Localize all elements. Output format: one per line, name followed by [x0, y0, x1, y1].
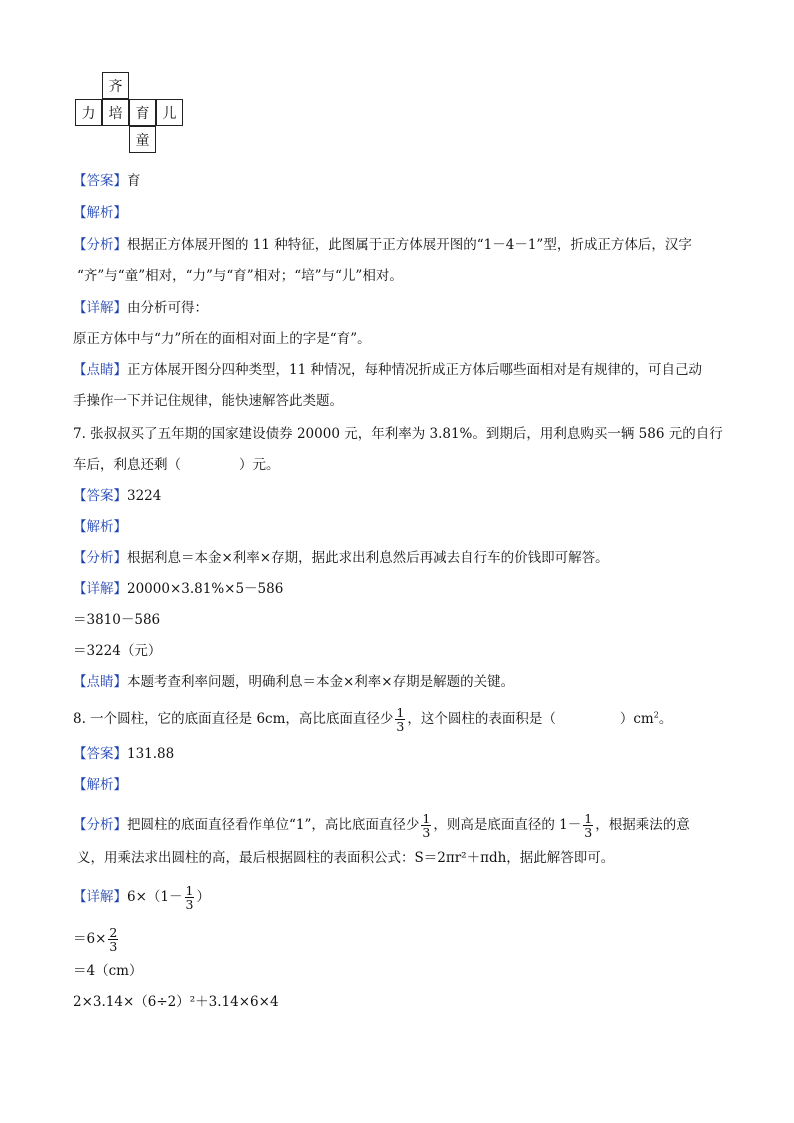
- fraction-denominator: 3: [396, 719, 405, 734]
- q8-analysis-1b: ，则高是底面直径的 1－: [433, 817, 582, 833]
- q8-analysis-fraction-1: [421, 812, 431, 839]
- q7-comment-line: [73, 673, 514, 691]
- q6-answer-line: [73, 172, 141, 190]
- analysis-label: 【分析】: [73, 237, 127, 253]
- fraction-numerator: 1: [185, 883, 194, 898]
- q7-answer-line: [73, 487, 161, 505]
- q7-detail-text-1: 20000×3.81%×5－586: [127, 581, 284, 597]
- fraction-numerator: 1: [584, 811, 593, 826]
- q8-stem-a: 8. 一个圆柱，它的底面直径是 6cm，高比底面直径少: [73, 711, 394, 727]
- fraction-denominator: 3: [109, 939, 118, 954]
- net-cell-top: 齐: [102, 72, 129, 99]
- q8-stem-c: ）cm: [619, 711, 654, 727]
- explain-label: 【解析】: [73, 205, 127, 221]
- q8-detail-1b: ）: [196, 889, 210, 905]
- fraction-denominator: 3: [422, 825, 431, 840]
- net-cell-4: 儿: [156, 99, 183, 126]
- q8-detail-2a: ＝6×: [73, 931, 107, 947]
- q7-detail-line-2: ＝3810－586: [73, 612, 161, 628]
- comment-label: 【点睛】: [73, 674, 127, 690]
- q7-stem-line-1: 7. 张叔叔买了五年期的国家建设债券 20000 元，年利率为 3.81%。到期后，用利息购买一辆 586 元的自行: [73, 426, 723, 442]
- q8-detail-1a: 6×（1－: [127, 889, 183, 905]
- q6-analysis-line-1: [73, 236, 692, 254]
- fraction-numerator: 1: [396, 705, 405, 720]
- q8-answer-line: [73, 745, 174, 763]
- q8-detail-fraction-1: [185, 884, 195, 911]
- q7-detail-line-1: [73, 580, 283, 598]
- q6-comment-line-1: [73, 361, 702, 379]
- q8-detail-line-2: [73, 926, 120, 953]
- q7-detail-line-3: ＝3224（元）: [73, 643, 162, 659]
- explain-label: 【解析】: [73, 519, 127, 535]
- fraction-denominator: 3: [185, 897, 194, 912]
- q8-analysis-fraction-2: [583, 812, 593, 839]
- detail-label: 【详解】: [73, 889, 127, 905]
- q8-stem-sup: 2: [653, 710, 659, 720]
- q6-detail-text-1: 由分析可得：: [127, 300, 208, 316]
- q6-detail-line-2: 原正方体中与“力”所在的面相对面上的字是“育”。: [73, 331, 371, 347]
- q8-analysis-line-2: 义，用乘法求出圆柱的高，最后根据圆柱的表面积公式：S＝2πr²＋πdh，据此解答即可。: [77, 850, 615, 866]
- net-cell-1: 力: [75, 99, 102, 126]
- q8-analysis-1c: ，根据乘法的意: [595, 817, 690, 833]
- detail-label: 【详解】: [73, 581, 127, 597]
- q8-detail-line-1: [73, 884, 210, 911]
- fraction-numerator: 1: [422, 811, 431, 826]
- q8-analysis-line-1: [73, 812, 690, 839]
- q6-detail-line-1: [73, 299, 208, 317]
- q8-answer: 131.88: [127, 746, 175, 762]
- answer-label: 【答案】: [73, 173, 127, 189]
- detail-label: 【详解】: [73, 300, 127, 316]
- q7-stem-2b: ）元。: [239, 457, 280, 473]
- q7-stem-line-2: [73, 456, 280, 474]
- net-cell-2: 培: [102, 99, 129, 126]
- q8-explain-line: [73, 776, 127, 794]
- q6-analysis-text-1: 根据正方体展开图的 11 种特征，此图属于正方体展开图的“1－4－1”型，折成正方体后，汉字: [127, 237, 692, 253]
- q6-explain-line: [73, 204, 127, 222]
- comment-label: 【点睛】: [73, 362, 127, 378]
- fraction-numerator: 2: [109, 925, 118, 940]
- net-cell-bottom: 童: [129, 126, 156, 153]
- analysis-label: 【分析】: [73, 550, 127, 566]
- explain-label: 【解析】: [73, 777, 127, 793]
- q8-detail-fraction-2: [108, 926, 118, 953]
- q8-detail-line-3: ＝4（cm）: [73, 963, 143, 979]
- q7-analysis-line: [73, 549, 609, 567]
- q8-stem-end: 。: [658, 711, 673, 727]
- fraction-denominator: 3: [584, 825, 593, 840]
- q6-answer: 育: [127, 173, 141, 189]
- q7-stem-2a: 车后，利息还剩（: [73, 457, 181, 473]
- q8-stem-b: ，这个圆柱的表面积是（: [407, 711, 556, 727]
- q7-analysis-text: 根据利息＝本金×利率×存期，据此求出利息然后再减去自行车的价钱即可解答。: [127, 550, 609, 566]
- q7-explain-line: [73, 518, 127, 536]
- q8-stem-fraction: [395, 706, 405, 733]
- answer-label: 【答案】: [73, 488, 127, 504]
- net-cell-3: 育: [129, 99, 156, 126]
- q8-detail-line-4: 2×3.14×（6÷2）²＋3.14×6×4: [73, 994, 279, 1010]
- analysis-label: 【分析】: [73, 817, 127, 833]
- q6-comment-line-2: 手操作一下并记住规律，能快速解答此类题。: [73, 393, 343, 409]
- q6-comment-text-1: 正方体展开图分四种类型，11 种情况，每种情况折成正方体后哪些面相对是有规律的，可自己动: [127, 362, 702, 378]
- q7-answer: 3224: [127, 488, 162, 504]
- q6-analysis-line-2: “齐”与“童”相对，“力”与“育”相对；“培”与“儿”相对。: [77, 268, 403, 284]
- q7-comment-text: 本题考查利率问题，明确利息＝本金×利率×存期是解题的关键。: [127, 674, 515, 690]
- answer-label: 【答案】: [73, 746, 127, 762]
- q8-analysis-1a: 把圆柱的底面直径看作单位“1”，高比底面直径少: [127, 817, 420, 833]
- q8-stem-line: [73, 706, 672, 733]
